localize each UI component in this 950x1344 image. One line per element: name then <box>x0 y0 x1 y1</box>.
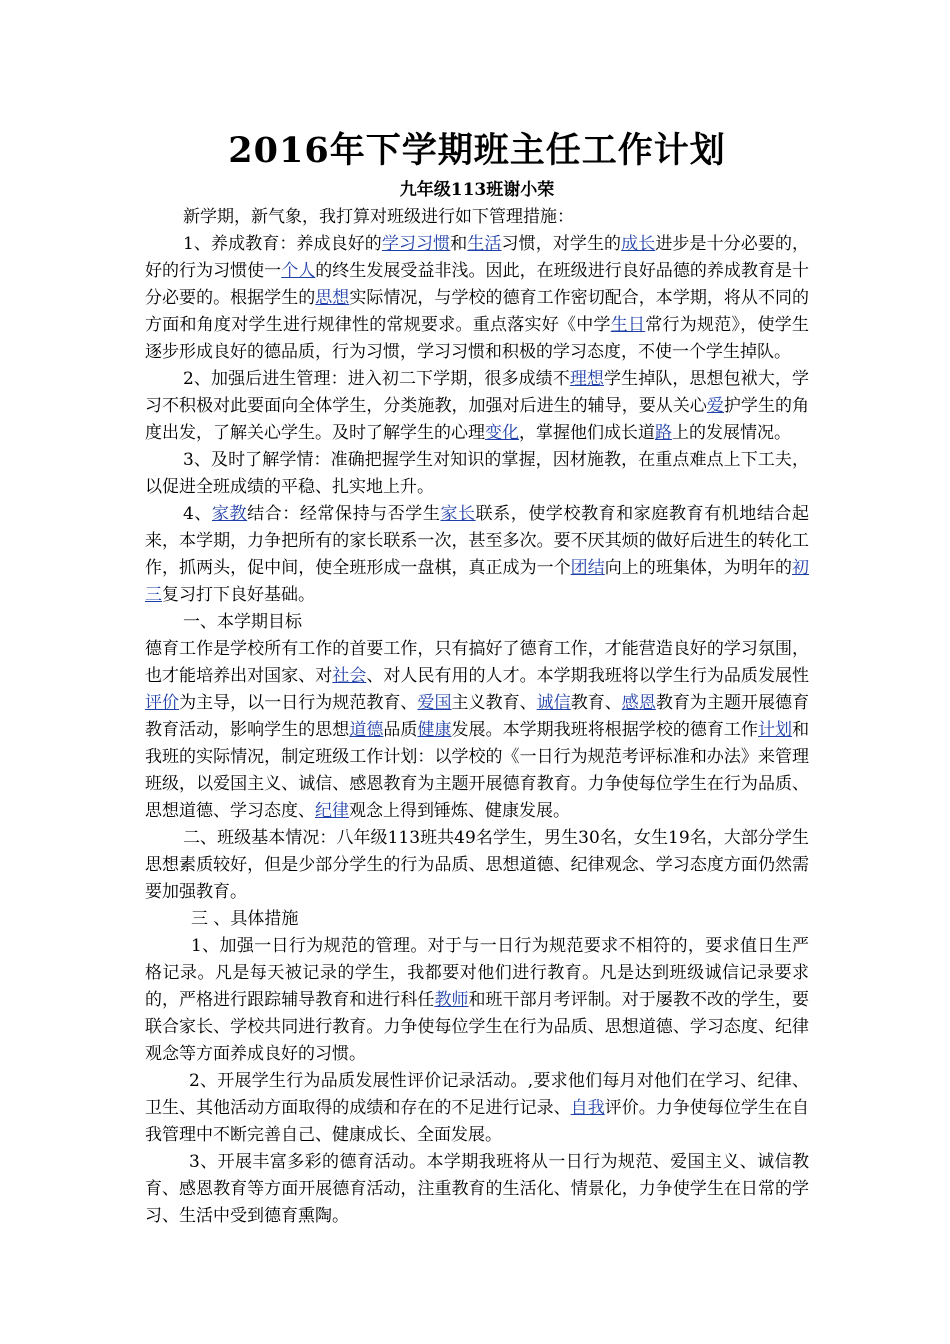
text-run: 护学生的角度出发，了解关心学生。及时了解学生的心理 <box>145 396 810 443</box>
section-heading-goals: 一、本学期目标 <box>183 612 302 632</box>
paragraph-habit-education <box>145 231 809 366</box>
link-birthday[interactable]: 生日 <box>610 315 646 335</box>
link-individual[interactable]: 个人 <box>281 261 316 281</box>
link-gratitude[interactable]: 感恩 <box>621 693 656 713</box>
text-run: 结合：经常保持与否学生 <box>247 504 441 524</box>
text-run: 2、加强后进生管理：进入初二下学期，很多成绩不 <box>183 369 570 389</box>
text-run: 为主导，以一日行为规范教育、 <box>179 693 418 713</box>
link-integrity[interactable]: 诚信 <box>536 693 571 713</box>
link-unity[interactable]: 团结 <box>570 558 605 578</box>
paragraph-home-school <box>145 501 809 609</box>
author-line: 九年级113班谢小荣 <box>399 180 555 200</box>
text-run: 常行为规范》，使学生逐步形成良好的德品质，行为习惯，学习习惯和积极的学习态度，不使一个学生掉队。 <box>145 315 809 362</box>
text-run: 4、 <box>183 504 212 524</box>
intro-paragraph: 新学期，新气象，我打算对班级进行如下管理措施： <box>183 207 574 227</box>
text-run: 学生掉队，思想包袱大，学习不积极对此要面向全体学生，分类施教，加强对后进生的辅导，要从关心 <box>145 369 809 416</box>
link-growth[interactable]: 成长 <box>621 234 656 254</box>
text-run: 和我班的实际情况，制定班级工作计划：以学校的《一日行为规范考评标准和办法》来管理班级，以爱国主义、诚信、感恩教育为主题开展德育教育。力争使每位学生在行为品质、思想道德、学习态度、 <box>145 720 810 821</box>
text-run: 教育、 <box>570 693 622 713</box>
text-run: 实际情况，与学校的德育工作密切配合，本学期，将从不同的方面和角度对学生进行规律性的常规要求。重点落实好《中学 <box>145 288 810 335</box>
text-run: 向上的班集体，为明年的 <box>604 558 793 578</box>
link-change[interactable]: 变化 <box>485 423 519 443</box>
text-run: 2、开展学生行为品质发展性评价记录活动。,要求他们每月对他们在学习、纪律、卫生、其他活动方面取得的成绩和存在的不足进行记录、 <box>145 1071 809 1118</box>
link-parents[interactable]: 家长 <box>440 504 476 524</box>
text-run: 评价。力争使每位学生在自我管理中不断完善自己、健康成长、全面发展。 <box>145 1098 810 1145</box>
text-run: 主义教育、 <box>451 693 537 713</box>
link-ideal[interactable]: 理想 <box>569 369 605 389</box>
text-run: 1、加强一日行为规范的管理。对于与一日行为规范要求不相符的，要求值日生严格记录。凡是每天被记录的学生，我都要对他们进行教育。凡是达到班级诚信记录要求的，严格进行跟踪辅导教育和进行科任 <box>145 936 809 1010</box>
text-run: 和 <box>450 234 468 254</box>
text-run: 上的发展情况。 <box>672 423 791 443</box>
link-discipline[interactable]: 纪律 <box>315 801 349 821</box>
link-patriotism[interactable]: 爱国 <box>417 693 452 713</box>
link-home-education[interactable]: 家教 <box>211 504 248 524</box>
text-run: 德育工作是学校所有工作的首要工作，只有搞好了德育工作，才能营造良好的学习氛围，也才能培养出对国家、对 <box>145 639 809 686</box>
paragraph-learning-status: 3、及时了解学情：准确把握学生对知识的掌握，因材施教，在重点难点上下工夫，以促进全班成绩的平稳、扎实地上升。 <box>145 450 809 497</box>
paragraph-goals <box>145 636 809 825</box>
text-run: 和班干部月考评制。对于屡教不改的学生，要联合家长、学校共同进行教育。力争使每位学生在行为品质、思想道德、学习态度、纪律观念等方面养成良好的习惯。 <box>145 990 810 1064</box>
paragraph-moral-activities: 3、开展丰富多彩的德育活动。本学期我班将从一日行为规范、爱国主义、诚信教育、感恩教育等方面开展德育活动，注重教育的生活化、情景化，力争使学生在日常的学习、生活中受到德育熏陶。 <box>145 1152 809 1226</box>
link-study-habits[interactable]: 学习习惯 <box>381 234 451 254</box>
text-run: 复习打下良好基础。 <box>162 585 315 605</box>
text-run: 联系，使学校教育和家庭教育有机地结合起来，本学期，力争把所有的家长联系一次，甚至多次。要不厌其烦的做好后进生的转化工作，抓两头，促中间，使全班形成一盘棋，真正成为一个 <box>145 504 809 578</box>
text-run: 、对人民有用的人才。本学期我班将以学生行为品质发展性 <box>366 666 810 686</box>
link-thought[interactable]: 思想 <box>315 288 350 308</box>
document-page <box>145 128 809 1230</box>
text-run: 1、养成教育：养成良好的 <box>183 234 382 254</box>
link-evaluation[interactable]: 评价 <box>145 693 180 713</box>
paragraph-underachiever-management <box>145 366 809 447</box>
link-love[interactable]: 爱 <box>706 396 724 416</box>
paragraph-daily-conduct <box>145 933 809 1068</box>
text-run: 品质 <box>383 720 418 740</box>
paragraph-class-info: 二、班级基本情况：八年级113班共49名学生，男生30名，女生19名，大部分学生思想素质较好，但是少部分学生的行为品质、思想道德、纪律观念、学习态度方面仍然需要加强教育。 <box>145 828 809 902</box>
link-grade-nine[interactable]: 初三 <box>145 558 810 605</box>
link-road[interactable]: 路 <box>655 423 672 443</box>
link-morality[interactable]: 道德 <box>349 720 384 740</box>
section-heading-measures: 三 、具体措施 <box>191 909 299 929</box>
text-run: 进步是十分必要的，好的行为习惯使一 <box>145 234 810 281</box>
link-life[interactable]: 生活 <box>467 234 502 254</box>
document-title: 2016年下学期班主任工作计划 <box>228 130 726 171</box>
text-run: 教育为主题开展德育教育活动，影响学生的思想 <box>145 693 810 740</box>
text-run: 观念上得到锤炼、健康发展。 <box>349 801 570 821</box>
text-run: 的终生发展受益非浅。因此，在班级进行良好品德的养成教育是十分必要的。根据学生的 <box>145 261 810 308</box>
link-health[interactable]: 健康 <box>417 720 452 740</box>
link-self[interactable]: 自我 <box>570 1098 605 1118</box>
paragraph-evaluation-records <box>145 1068 809 1149</box>
link-plan[interactable]: 计划 <box>758 720 793 740</box>
link-teacher[interactable]: 教师 <box>434 990 469 1010</box>
text-run: 发展。本学期我班将根据学校的德育工作 <box>451 720 758 740</box>
text-run: ，掌握他们成长道 <box>519 423 655 443</box>
text-run: 习惯，对学生的 <box>501 234 622 254</box>
link-society[interactable]: 社会 <box>332 666 367 686</box>
